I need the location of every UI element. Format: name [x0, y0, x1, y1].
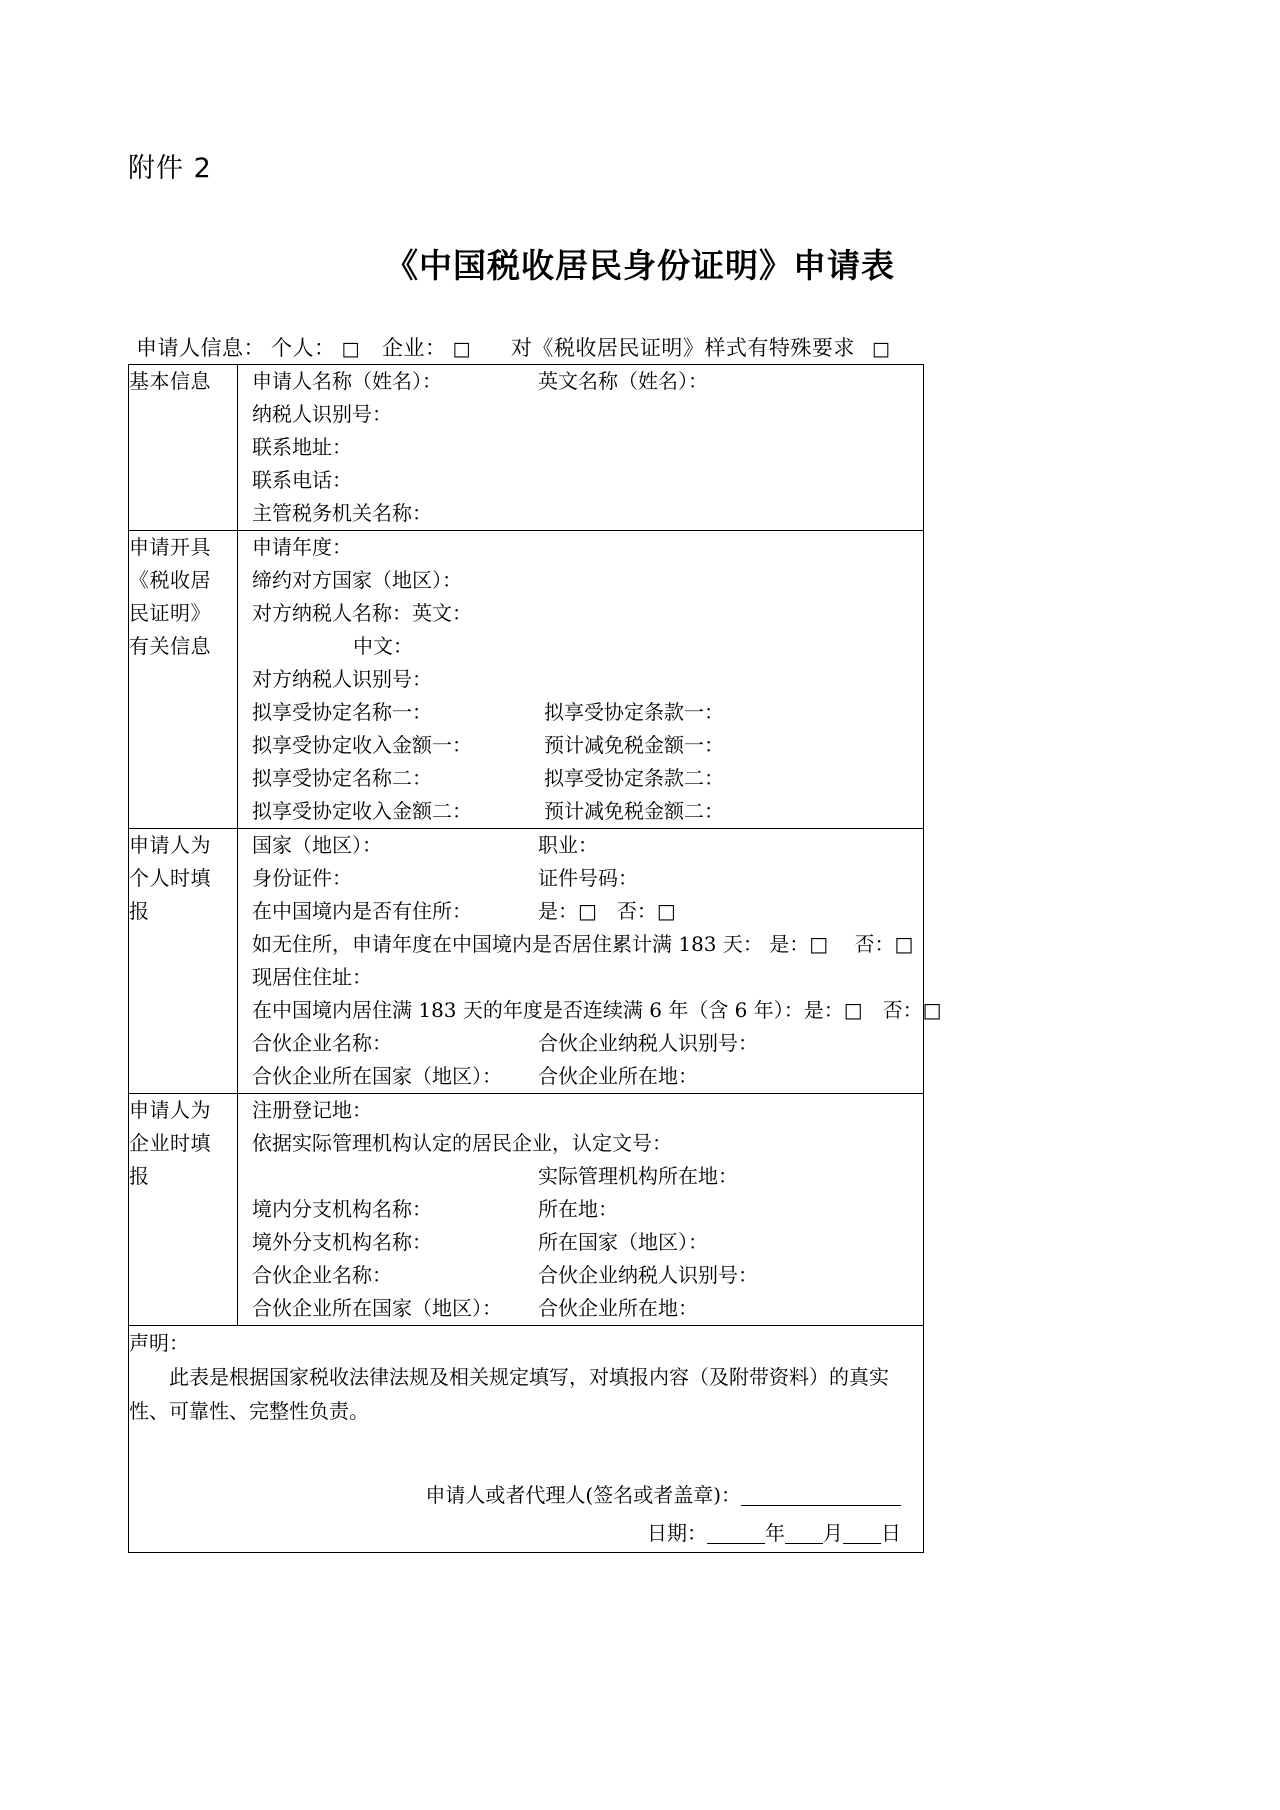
special-requirement-label: 对《税收居民证明》样式有特殊要求: [510, 336, 855, 360]
section-label-line: 申请人为: [129, 833, 211, 857]
field-label: 拟享受协定名称一：: [252, 700, 432, 724]
field-six-years-choice[interactable]: 在中国境内居住满 183 天的年度是否连续满 6 年（含 6 年）：是：□ 否：□: [252, 998, 942, 1022]
table-row-basic-info: [129, 365, 924, 531]
field-label: 合伙企业所在地：: [538, 1064, 698, 1088]
field-183days-choice[interactable]: 如无住所，申请年度在中国境内是否居住累计满 183 天： 是：□ 否：□: [252, 932, 914, 956]
field-label: 境内分支机构名称：: [252, 1197, 432, 1221]
field-row: [238, 1226, 923, 1259]
field-label: 合伙企业名称：: [252, 1031, 392, 1055]
declaration-cell: [129, 1326, 924, 1553]
date-month-unit: 月: [823, 1521, 843, 1545]
field-label: 依据实际管理机构认定的居民企业，认定文号：: [252, 1131, 672, 1155]
field-label: 境外分支机构名称：: [252, 1230, 432, 1254]
section-body-individual: [238, 829, 942, 1094]
field-row: [238, 630, 923, 663]
field-row: [238, 994, 942, 1027]
section-label-line: 《税收居: [129, 568, 211, 592]
signature-label: 申请人或者代理人(签名或者盖章)：: [425, 1483, 741, 1507]
field-row: [238, 1127, 923, 1160]
enterprise-checkbox[interactable]: □: [452, 338, 471, 360]
section-body-enterprise: [238, 1094, 924, 1326]
field-row: [238, 696, 923, 729]
field-row: [238, 1193, 923, 1226]
field-label: 联系地址：: [252, 435, 352, 459]
section-label-line: 企业时填: [129, 1131, 211, 1155]
field-label: 英文名称（姓名）：: [538, 369, 708, 393]
section-label-enterprise: [129, 1094, 238, 1326]
field-label: 职业：: [538, 833, 598, 857]
field-row: [238, 1094, 923, 1127]
field-label: 申请年度：: [252, 535, 352, 559]
section-label-line: 申请开具: [129, 535, 211, 559]
field-row: [238, 729, 923, 762]
section-body-basic: [238, 365, 924, 531]
field-row: [238, 762, 923, 795]
field-label: 拟享受协定条款一：: [544, 700, 724, 724]
field-label: 合伙企业纳税人识别号：: [538, 1263, 758, 1287]
declaration-body: 此表是根据国家税收法律法规及相关规定填写，对填报内容（及附带资料）的真实性、可靠性、完整性负责。: [129, 1365, 889, 1423]
field-row: [238, 795, 923, 828]
enterprise-label: 企业：: [381, 336, 447, 360]
section-label-line: 民证明》: [129, 601, 211, 625]
field-row: [238, 663, 923, 696]
date-year-input[interactable]: [707, 1543, 765, 1544]
field-label: 联系电话：: [252, 468, 352, 492]
field-row: [238, 1292, 923, 1325]
field-row: [238, 431, 923, 464]
section-label-individual: [129, 829, 238, 1094]
field-label: 国家（地区）：: [252, 833, 382, 857]
field-label: 合伙企业所在地：: [538, 1296, 698, 1320]
field-row: [238, 1027, 923, 1060]
field-label: 缔约对方国家（地区）：: [252, 568, 462, 592]
section-label-line: 报: [129, 899, 150, 923]
date-day-input[interactable]: [843, 1543, 881, 1544]
field-row: [238, 862, 923, 895]
signature-input-line[interactable]: [741, 1505, 901, 1506]
date-month-input[interactable]: [785, 1543, 823, 1544]
field-label: 实际管理机构所在地：: [538, 1164, 738, 1188]
field-row: [238, 961, 923, 994]
section-label-line: 个人时填: [129, 866, 211, 890]
signature-block: [129, 1476, 923, 1552]
field-label: 在中国境内是否有住所：: [252, 899, 472, 923]
field-label: 预计减免税金额一：: [544, 733, 724, 757]
section-body-certificate: [238, 531, 924, 829]
field-row: [238, 1259, 923, 1292]
field-label: [238, 1160, 538, 1193]
field-label: 合伙企业所在国家（地区）：: [252, 1296, 502, 1320]
field-label: 拟享受协定名称二：: [252, 766, 432, 790]
page-title: 《中国税收居民身份证明》申请表: [385, 246, 895, 285]
special-requirement-checkbox[interactable]: □: [871, 338, 891, 360]
field-label: 所在地：: [538, 1197, 618, 1221]
signature-row: [129, 1476, 901, 1514]
field-row: [238, 398, 923, 431]
field-label: 证件号码：: [538, 866, 638, 890]
table-row-individual: [129, 829, 924, 1094]
table-row-certificate-info: [129, 531, 924, 829]
field-label: 现居住住址：: [252, 965, 372, 989]
field-label: 主管税务机关名称：: [252, 501, 432, 525]
field-label: 注册登记地：: [252, 1098, 372, 1122]
section-label-line: 有关信息: [129, 634, 211, 658]
section-label-basic: 基本信息: [129, 365, 238, 531]
field-label: 合伙企业名称：: [252, 1263, 392, 1287]
field-label: 合伙企业纳税人识别号：: [538, 1031, 758, 1055]
date-label: 日期：: [647, 1521, 707, 1545]
field-label: 所在国家（地区）：: [538, 1230, 708, 1254]
field-label: 身份证件：: [252, 866, 352, 890]
field-row: [238, 1060, 923, 1093]
field-row: [238, 531, 923, 564]
field-label: 对方纳税人名称：英文：: [252, 601, 472, 625]
date-year-unit: 年: [765, 1521, 785, 1545]
field-row: [238, 497, 923, 530]
individual-label: 个人：: [271, 336, 336, 360]
field-label: 预计减免税金额二：: [544, 799, 724, 823]
table-row-declaration: [129, 1326, 924, 1553]
date-row: [129, 1514, 901, 1552]
field-row: [238, 464, 923, 497]
field-domicile-choice[interactable]: 是：□ 否：□: [538, 899, 676, 923]
field-label: 中文：: [353, 634, 413, 658]
field-row: [238, 895, 923, 928]
section-label-certificate: [129, 531, 238, 829]
field-row: [238, 564, 923, 597]
date-day-unit: 日: [881, 1521, 901, 1545]
field-label: 纳税人识别号：: [252, 402, 392, 426]
field-label: 合伙企业所在国家（地区）：: [252, 1064, 502, 1088]
field-label: 拟享受协定收入金额二：: [252, 799, 472, 823]
field-label: 对方纳税人识别号：: [252, 667, 432, 691]
applicant-info-line: [136, 332, 890, 362]
declaration-heading: 声明：: [129, 1331, 189, 1355]
section-label-line: 申请人为: [129, 1098, 211, 1122]
attachment-label: 附件 2: [128, 153, 212, 184]
field-row: [238, 829, 923, 862]
section-label-line: 报: [129, 1164, 150, 1188]
application-form-table: [128, 364, 942, 1553]
field-row: [238, 597, 923, 630]
individual-checkbox[interactable]: □: [341, 338, 360, 360]
field-row: [238, 365, 923, 398]
field-row: [238, 928, 923, 961]
field-label: 申请人名称（姓名）：: [252, 369, 442, 393]
field-label: 拟享受协定收入金额一：: [252, 733, 472, 757]
applicant-info-label: 申请人信息：: [136, 336, 265, 360]
table-row-enterprise: [129, 1094, 924, 1326]
field-row: [238, 1160, 923, 1193]
field-label: 拟享受协定条款二：: [544, 766, 724, 790]
